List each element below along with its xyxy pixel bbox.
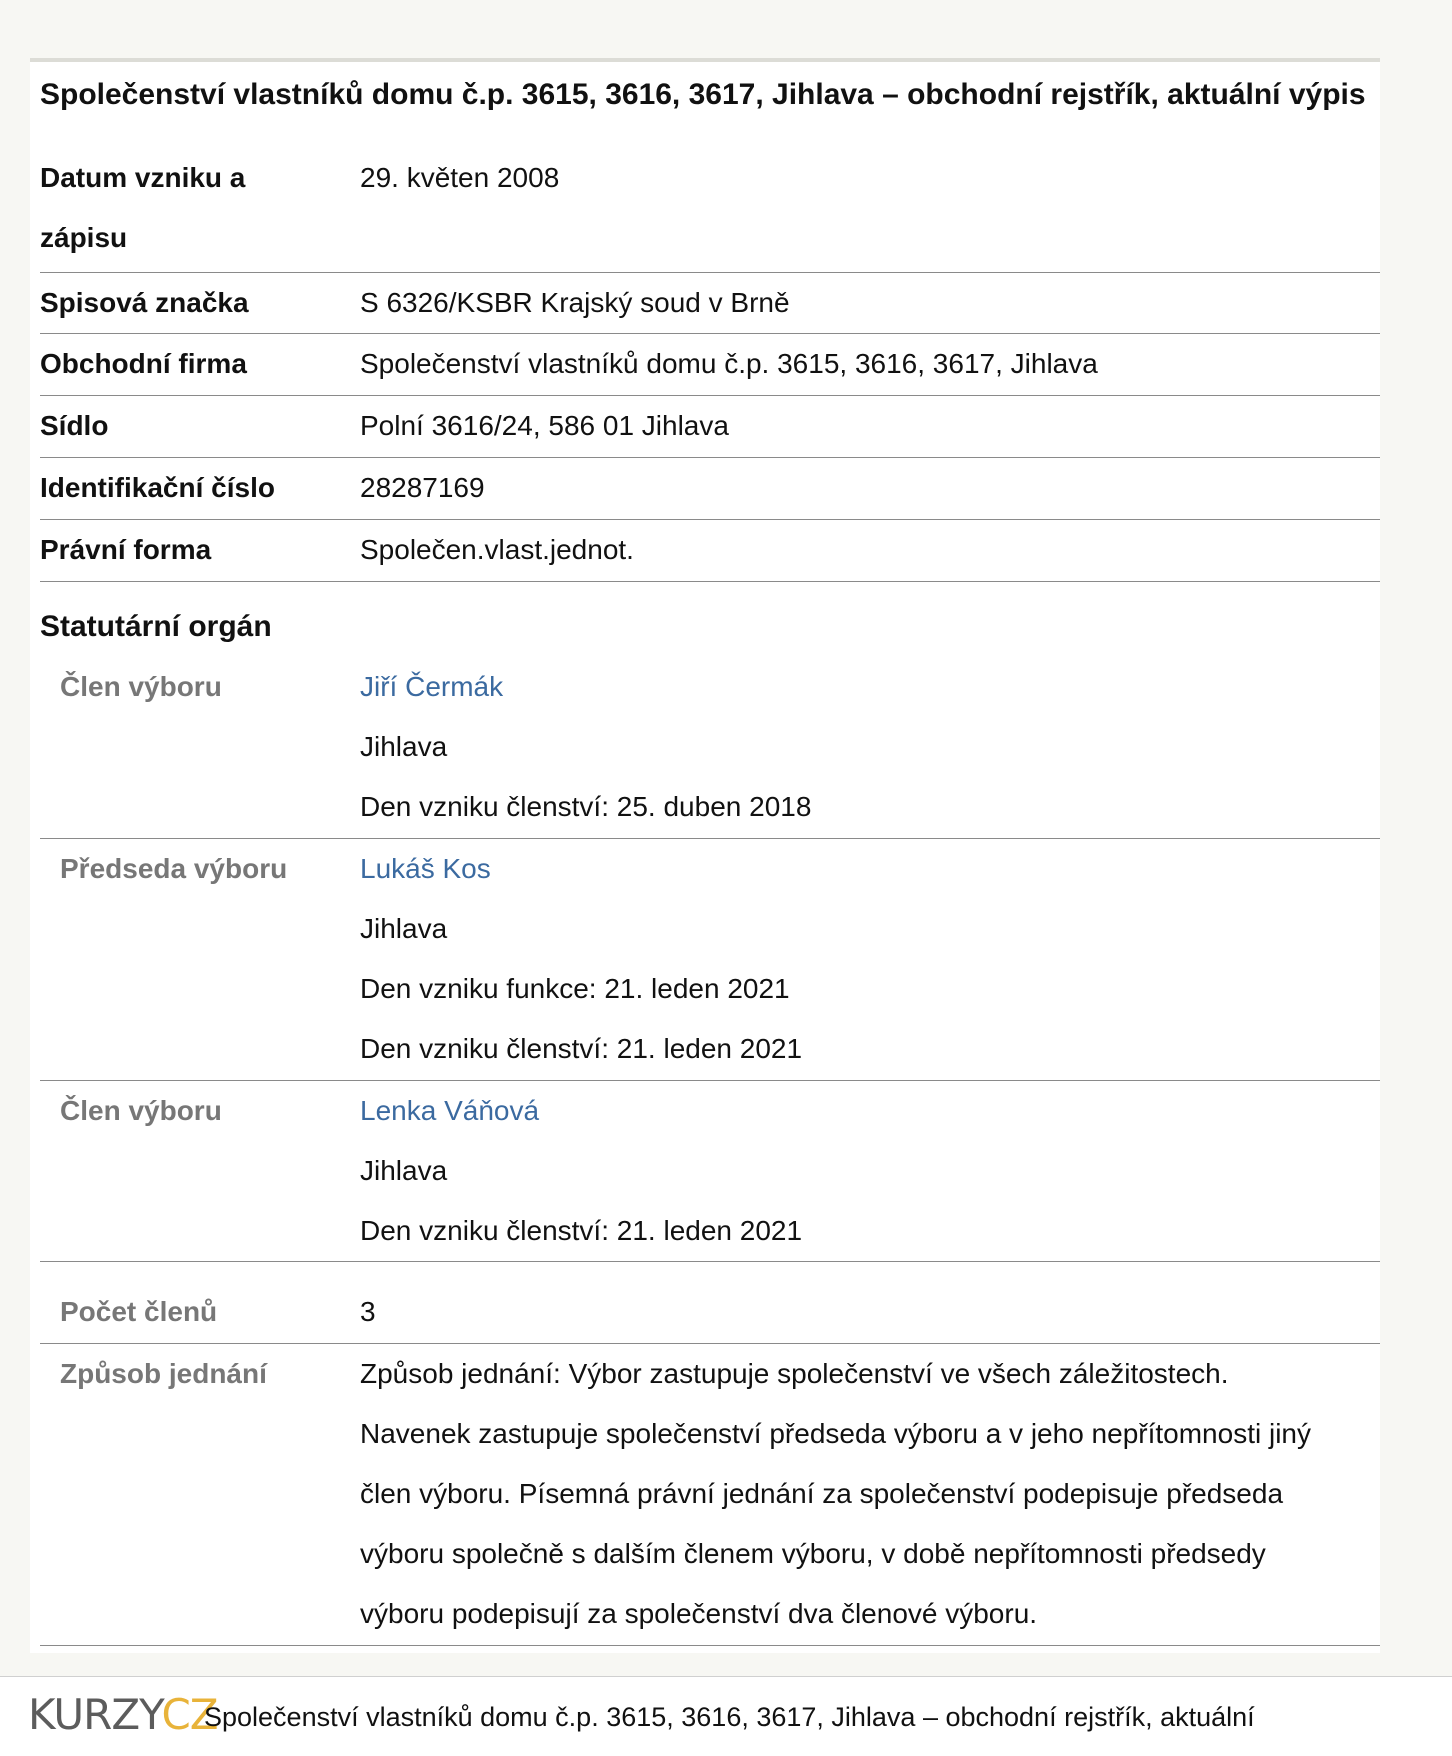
- method-line: člen výboru. Písemná právní jednání za společenství podepisuje předseda: [360, 1478, 1284, 1509]
- label-zpusob-jednani: Způsob jednání: [60, 1358, 267, 1389]
- member-function-date: Den vzniku funkce: 21. leden 2021: [360, 973, 790, 1004]
- label-pocet-clenu: Počet členů: [60, 1296, 218, 1327]
- value-spisova-znacka: S 6326/KSBR Krajský soud v Brně: [360, 287, 790, 318]
- value-obchodni-firma: Společenství vlastníků domu č.p. 3615, 3616, 3617, Jihlava: [360, 348, 1098, 379]
- member-details: [360, 1081, 1380, 1261]
- member-name-link[interactable]: Jiří Čermák: [360, 671, 504, 702]
- member-row: [40, 839, 1380, 1081]
- member-role: Člen výboru: [60, 1095, 222, 1126]
- method-line: Způsob jednání: Výbor zastupuje společenství ve všech záležitostech.: [360, 1358, 1229, 1389]
- value-pravni-forma: Společen.vlast.jednot.: [360, 534, 634, 565]
- row-datum-vzniku: [40, 148, 1380, 273]
- member-city: Jihlava: [360, 1155, 448, 1186]
- method-line: Navenek zastupuje společenství předseda výboru a v jeho nepřítomnosti jiný: [360, 1418, 1311, 1449]
- row-spisova-znacka: [40, 273, 1380, 334]
- label-pravni-forma: Právní forma: [40, 534, 212, 565]
- row-identifikacni-cislo: [40, 458, 1380, 520]
- label-identifikacni-cislo: Identifikační číslo: [40, 472, 275, 503]
- value-datum-vzniku: 29. květen 2008: [360, 162, 560, 193]
- method-line: výboru podepisují za společenství dva členové výboru.: [360, 1598, 1038, 1629]
- member-details: [360, 657, 1380, 837]
- label-sidlo: Sídlo: [40, 410, 109, 441]
- label-spisova-znacka: Spisová značka: [40, 287, 249, 318]
- row-zpusob-jednani: [40, 1344, 1380, 1646]
- member-row: [40, 1081, 1380, 1262]
- kurzy-logo[interactable]: [28, 1691, 218, 1739]
- method-line: výboru společně s dalším členem výboru, v době nepřítomnosti předsedy: [360, 1538, 1266, 1569]
- member-name-link[interactable]: Lenka Váňová: [360, 1095, 540, 1126]
- row-pocet-clenu: [40, 1262, 1380, 1344]
- label-obchodni-firma: Obchodní firma: [40, 348, 247, 379]
- register-extract: [30, 58, 1380, 1653]
- row-obchodni-firma: [40, 334, 1380, 396]
- member-role: Předseda výboru: [60, 853, 288, 884]
- member-role: Člen výboru: [60, 671, 222, 702]
- member-membership-date: Den vzniku členství: 25. duben 2018: [360, 791, 812, 822]
- member-city: Jihlava: [360, 731, 448, 762]
- value-zpusob-jednani: [360, 1344, 1380, 1644]
- footer-title: Společenství vlastníků domu č.p. 3615, 3616, 3617, Jihlava – obchodní rejstřík, aktuální: [204, 1702, 1255, 1732]
- member-city: Jihlava: [360, 913, 448, 944]
- logo-text-cz: CZ: [161, 1690, 218, 1739]
- label-datum-vzniku: Datum vzniku a zápisu: [40, 162, 246, 253]
- row-pravni-forma: [40, 520, 1380, 582]
- member-row: [40, 657, 1380, 839]
- member-name-link[interactable]: Lukáš Kos: [360, 853, 491, 884]
- value-sidlo: Polní 3616/24, 586 01 Jihlava: [360, 410, 729, 441]
- value-pocet-clenu: 3: [360, 1296, 376, 1327]
- footer-bar: [0, 1676, 1452, 1756]
- page-title: Společenství vlastníků domu č.p. 3615, 3616, 3617, Jihlava – obchodní rejstřík, aktuální výpis: [40, 78, 1366, 111]
- member-membership-date: Den vzniku členství: 21. leden 2021: [360, 1033, 803, 1064]
- logo-text-kurzy: KURZY: [28, 1690, 162, 1739]
- row-sidlo: [40, 396, 1380, 458]
- value-identifikacni-cislo: 28287169: [360, 472, 485, 503]
- member-details: [360, 839, 1380, 1079]
- member-membership-date: Den vzniku členství: 21. leden 2021: [360, 1215, 803, 1246]
- section-title-statutarni-organ: Statutární orgán: [40, 610, 272, 643]
